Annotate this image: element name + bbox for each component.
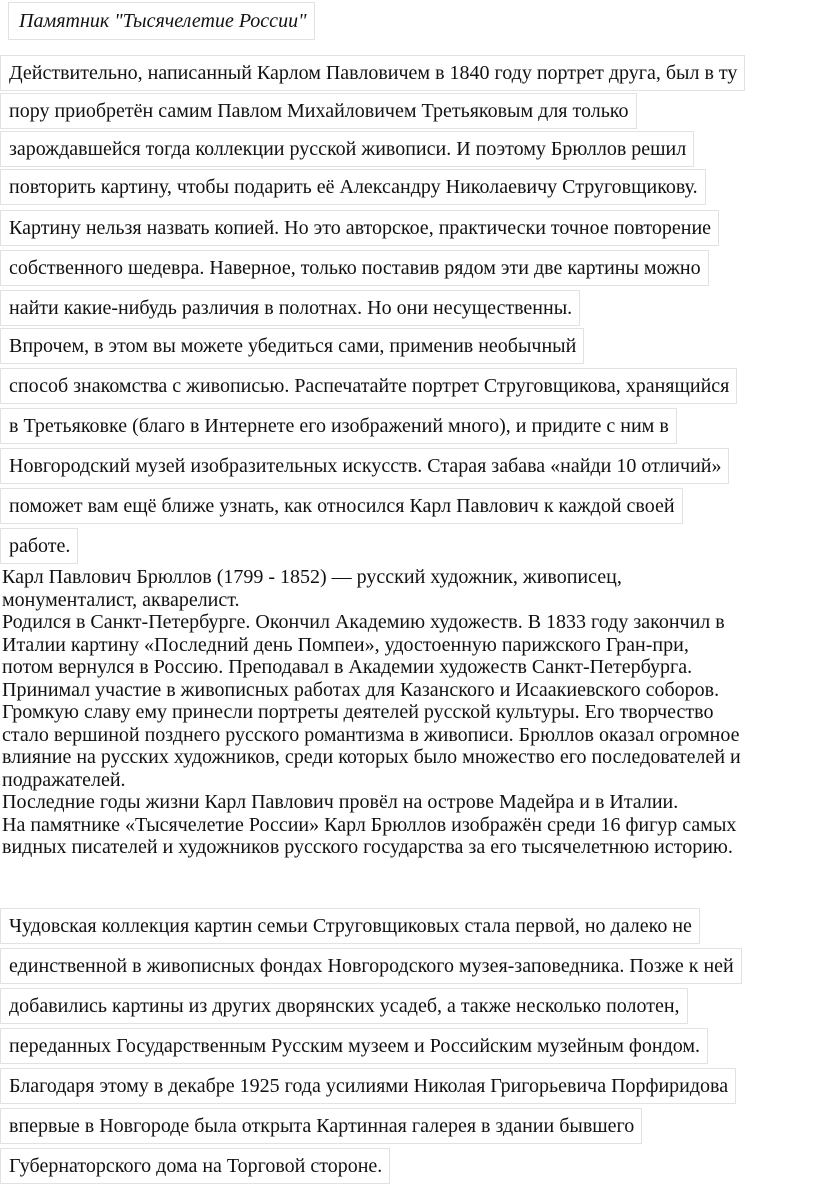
text-line: Карл Павлович Брюллов (1799 - 1852) — русский художник, живописец, xyxy=(2,566,622,588)
text-line: Действительно, написанный Карлом Павловичем в 1840 году портрет друга, был в ту xyxy=(0,55,745,91)
page-title: Памятник "Тысячелетие России" xyxy=(8,2,315,40)
text-line: в Третьяковке (благо в Интернете его изображений много), и придите с ним в xyxy=(0,408,677,444)
text-line: пору приобретён самим Павлом Михайловичем Третьяковым для только xyxy=(0,93,637,129)
text-line: Громкую славу ему принесли портреты деятелей русской культуры. Его творчество xyxy=(2,701,714,723)
biography-paragraph xyxy=(2,566,814,859)
text-line: видных писателей и художников русского государства за его тысячелетнюю историю. xyxy=(2,836,733,858)
text-line: монументалист, акварелист. xyxy=(2,588,240,611)
text-line: Последние годы жизни Карл Павлович провёл на острове Мадейра и в Италии. xyxy=(2,791,679,813)
text-line: Италии картину «Последний день Помпеи», удостоенную парижского Гран-при, xyxy=(2,633,689,656)
text-line: Новгородский музей изобразительных искусств. Старая забава «найди 10 отличий» xyxy=(0,448,729,484)
text-line: способ знакомства с живописью. Распечатайте портрет Струговщикова, хранящийся xyxy=(0,368,737,404)
text-line: Чудовская коллекция картин семьи Струговщиковых стала первой, но далеко не xyxy=(0,908,700,944)
text-line: повторить картину, чтобы подарить её Александру Николаевичу Струговщикову. xyxy=(0,169,706,205)
text-line: работе. xyxy=(0,528,78,564)
text-line: Впрочем, в этом вы можете убедиться сами, применив необычный xyxy=(0,328,584,364)
text-line: собственного шедевра. Наверное, только поставив рядом эти две картины можно xyxy=(0,250,709,286)
text-line: переданных Государственным Русским музеем и Российским музейным фондом. xyxy=(0,1028,708,1064)
text-line: На памятнике «Тысячелетие России» Карл Брюллов изображён среди 16 фигур самых xyxy=(2,813,737,836)
text-line: Губернаторского дома на Торговой стороне. xyxy=(0,1148,390,1184)
text-line: единственной в живописных фондах Новгородского музея-заповедника. Позже к ней xyxy=(0,948,742,984)
text-line: подражателей. xyxy=(2,768,126,791)
text-line: Картину нельзя назвать копией. Но это авторское, практически точное повторение xyxy=(0,210,719,246)
text-line: впервые в Новгороде была открыта Картинная галерея в здании бывшего xyxy=(0,1108,642,1144)
text-line: добавились картины из других дворянских усадеб, а также несколько полотен, xyxy=(0,988,688,1024)
text-line: Принимал участие в живописных работах для Казанского и Исаакиевского соборов. xyxy=(2,678,720,701)
text-line: Родился в Санкт-Петербурге. Окончил Академию художеств. В 1833 году закончил в xyxy=(2,611,725,633)
text-line: поможет вам ещё ближе узнать, как относился Карл Павлович к каждой своей xyxy=(0,488,683,524)
text-line: потом вернулся в Россию. Преподавал в Академии художеств Санкт-Петербурга. xyxy=(2,656,693,678)
text-line: зарождавшейся тогда коллекции русской живописи. И поэтому Брюллов решил xyxy=(0,131,694,167)
text-line: найти какие-нибудь различия в полотнах. Но они несущественны. xyxy=(0,290,580,326)
text-line: влияние на русских художников, среди которых было множество его последователей и xyxy=(2,746,741,768)
text-line: стало вершиной позднего русского романтизма в живописи. Брюллов оказал огромное xyxy=(2,723,740,746)
text-line: Благодаря этому в декабре 1925 года усилиями Николая Григорьевича Порфиридова xyxy=(0,1068,736,1104)
